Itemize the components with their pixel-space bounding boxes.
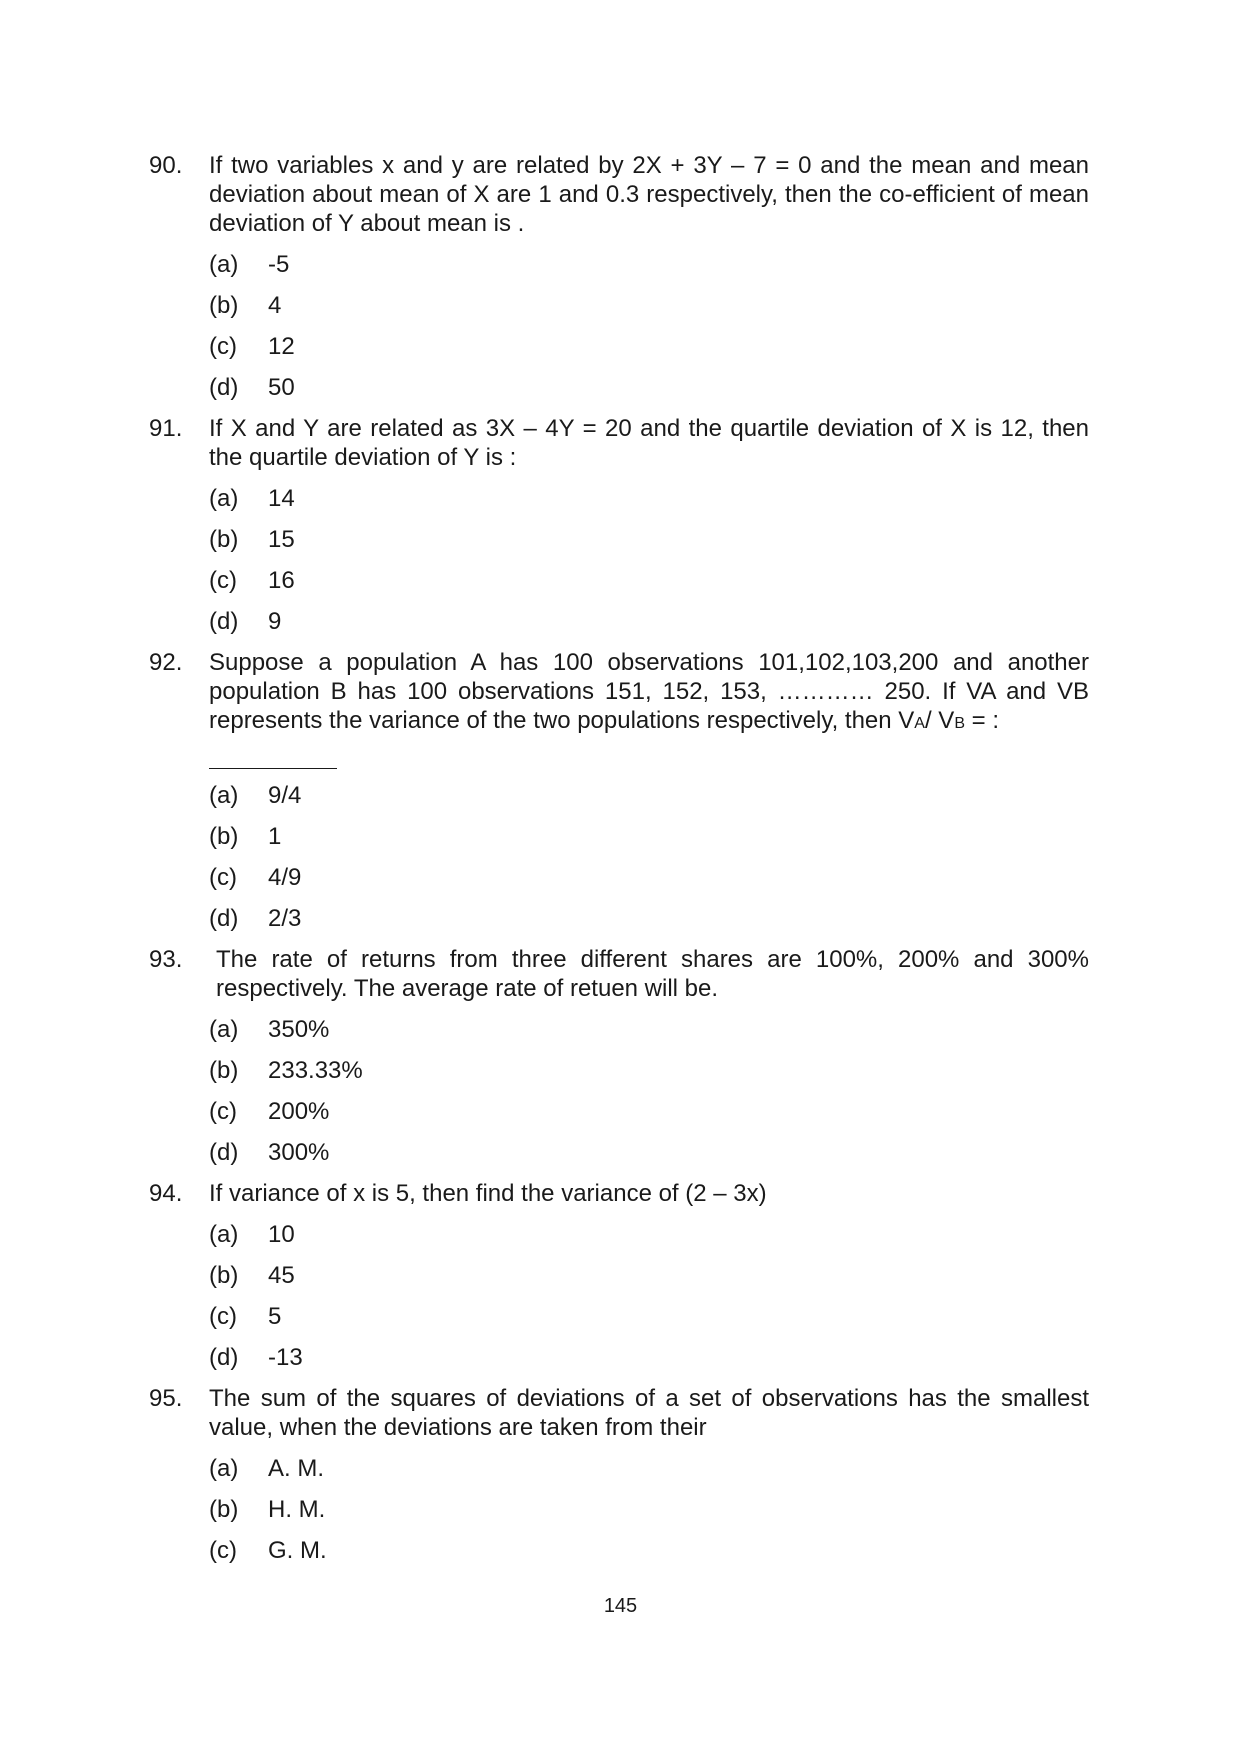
option-text: 2/3 (268, 905, 302, 932)
option-d (209, 607, 1089, 636)
option-label: (d) (209, 1139, 239, 1166)
question-92 (149, 648, 1089, 933)
option-label: (b) (209, 1262, 239, 1289)
option-c (209, 566, 1089, 595)
option-c (209, 1097, 1089, 1126)
option-d (209, 904, 1089, 933)
option-text: 12 (268, 333, 295, 360)
option-b (209, 1261, 1089, 1290)
option-list (149, 1220, 1089, 1372)
option-label: (d) (209, 374, 239, 401)
option-b (209, 1495, 1089, 1524)
option-text: -13 (268, 1344, 303, 1371)
option-a (209, 250, 1089, 279)
option-list (149, 1454, 1089, 1565)
option-label: (a) (209, 1016, 239, 1043)
option-label: (c) (209, 864, 237, 891)
question-text (209, 648, 1089, 769)
option-label: (c) (209, 1537, 237, 1564)
option-text: 45 (268, 1262, 295, 1289)
option-label: (c) (209, 1098, 237, 1125)
option-label: (b) (209, 526, 239, 553)
option-c (209, 332, 1089, 361)
question-90 (149, 151, 1089, 402)
option-label: (b) (209, 1496, 239, 1523)
option-c (209, 1536, 1089, 1565)
question-text-part: Suppose a population A has 100 observations 101,102,103,200 and another population B has 100 observations 151, 152, 153, ………… 250. If VA and VB represents the variance of the two populations respectively, then V (209, 649, 1089, 734)
option-d (209, 373, 1089, 402)
option-text: 9 (268, 608, 282, 635)
option-d (209, 1138, 1089, 1167)
question-95 (149, 1384, 1089, 1565)
question-list (149, 151, 1089, 1565)
option-b (209, 822, 1089, 851)
option-list (149, 484, 1089, 636)
option-label: (b) (209, 292, 239, 319)
option-c (209, 863, 1089, 892)
question-text-part: / V (924, 707, 955, 734)
option-list (149, 250, 1089, 402)
option-text: 1 (268, 823, 282, 850)
question-number: 93. (149, 946, 183, 973)
question-text: The sum of the squares of deviations of a set of observations has the smallest value, when the deviations are taken from their (209, 1385, 1089, 1441)
question-number: 94. (149, 1180, 183, 1207)
option-label: (b) (209, 823, 239, 850)
option-text: 5 (268, 1303, 282, 1330)
question-number: 90. (149, 152, 183, 179)
option-b (209, 291, 1089, 320)
option-list (149, 1015, 1089, 1167)
option-text: 300% (268, 1139, 330, 1166)
option-text: 15 (268, 526, 295, 553)
option-text: 4 (268, 292, 282, 319)
option-text: A. M. (268, 1455, 325, 1482)
answer-blank-line (209, 738, 337, 769)
question-91 (149, 414, 1089, 636)
option-text: 200% (268, 1098, 330, 1125)
question-header (149, 1384, 1089, 1442)
question-text: The rate of returns from three different shares are 100%, 200% and 300% respectively. The average rate of retuen will be. (216, 946, 1089, 1002)
question-header (149, 945, 1089, 1003)
option-text: -5 (268, 251, 290, 278)
option-list (149, 781, 1089, 933)
option-text: 350% (268, 1016, 330, 1043)
option-label: (a) (209, 782, 239, 809)
question-header (149, 151, 1089, 238)
option-text: G. M. (268, 1537, 327, 1564)
option-a (209, 781, 1089, 810)
option-label: (a) (209, 485, 239, 512)
option-label: (a) (209, 251, 239, 278)
question-number: 91. (149, 415, 183, 442)
option-text: 10 (268, 1221, 295, 1248)
question-text: If two variables x and y are related by 2X + 3Y – 7 = 0 and the mean and mean deviation about mean of X are 1 and 0.3 respectively, then the co-efficient of mean deviation of Y about mean is . (209, 152, 1089, 237)
question-header (149, 1179, 1089, 1208)
question-number: 95. (149, 1385, 183, 1412)
option-b (209, 1056, 1089, 1085)
subscript-a: A (914, 715, 925, 732)
option-text: H. M. (268, 1496, 326, 1523)
option-label: (c) (209, 567, 237, 594)
question-text: If X and Y are related as 3X – 4Y = 20 and the quartile deviation of X is 12, then the quartile deviation of Y is : (209, 415, 1089, 471)
option-a (209, 1454, 1089, 1483)
question-93 (149, 945, 1089, 1167)
subscript-b: B (954, 715, 965, 732)
question-text-part: = : (964, 707, 1000, 734)
question-header (149, 648, 1089, 769)
option-label: (d) (209, 905, 239, 932)
question-number: 92. (149, 649, 183, 676)
option-text: 14 (268, 485, 295, 512)
option-text: 9/4 (268, 782, 302, 809)
option-c (209, 1302, 1089, 1331)
option-a (209, 1220, 1089, 1249)
option-text: 233.33% (268, 1057, 363, 1084)
option-b (209, 525, 1089, 554)
question-header (149, 414, 1089, 472)
option-text: 16 (268, 567, 295, 594)
option-text: 4/9 (268, 864, 302, 891)
option-label: (c) (209, 1303, 237, 1330)
option-label: (d) (209, 608, 239, 635)
option-a (209, 1015, 1089, 1044)
option-text: 50 (268, 374, 295, 401)
question-text: If variance of x is 5, then find the variance of (2 – 3x) (209, 1180, 767, 1207)
page-number: 145 (603, 1595, 638, 1617)
option-label: (a) (209, 1221, 239, 1248)
option-label: (a) (209, 1455, 239, 1482)
option-label: (b) (209, 1057, 239, 1084)
option-d (209, 1343, 1089, 1372)
option-label: (c) (209, 333, 237, 360)
option-a (209, 484, 1089, 513)
question-94 (149, 1179, 1089, 1372)
option-label: (d) (209, 1344, 239, 1371)
